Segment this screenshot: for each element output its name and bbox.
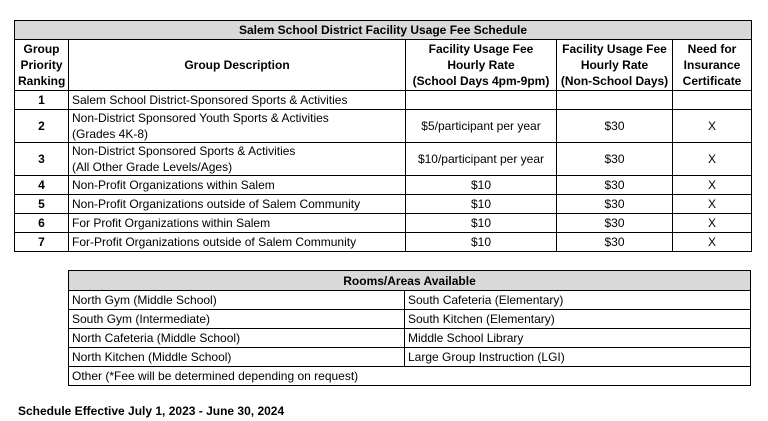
room-other-cell: Other (*Fee will be determined depending on request) [69, 367, 751, 386]
header-insurance-certificate: Need for Insurance Certificate [673, 40, 752, 91]
school-rate-cell [406, 91, 557, 110]
description-cell: For Profit Organizations within Salem [69, 214, 406, 233]
school-rate-cell: $10 [406, 214, 557, 233]
description-cell: Non-Profit Organizations within Salem [69, 176, 406, 195]
school-rate-cell: $10/participant per year [406, 143, 557, 176]
rank-cell: 3 [15, 143, 69, 176]
room-row [69, 329, 751, 348]
rank-cell: 5 [15, 195, 69, 214]
table-row [15, 195, 752, 214]
insurance-cell: X [673, 195, 752, 214]
non-school-rate-cell: $30 [557, 214, 673, 233]
description-cell: For-Profit Organizations outside of Salem Community [69, 233, 406, 252]
rank-cell: 7 [15, 233, 69, 252]
room-row [69, 367, 751, 386]
header-non-school-days-rate: Facility Usage Fee Hourly Rate (Non-School Days) [557, 40, 673, 91]
fee-schedule-table [14, 20, 752, 252]
non-school-rate-cell: $30 [557, 143, 673, 176]
rank-cell: 6 [15, 214, 69, 233]
room-row [69, 348, 751, 367]
insurance-cell: X [673, 233, 752, 252]
room-cell: South Cafeteria (Elementary) [405, 291, 751, 310]
room-cell: South Kitchen (Elementary) [405, 310, 751, 329]
room-cell: Large Group Instruction (LGI) [405, 348, 751, 367]
description-cell: Non-District Sponsored Sports & Activities (All Other Grade Levels/Ages) [69, 143, 406, 176]
school-rate-cell: $10 [406, 233, 557, 252]
header-group-priority-ranking: Group Priority Ranking [15, 40, 69, 91]
header-school-days-rate: Facility Usage Fee Hourly Rate (School Days 4pm-9pm) [406, 40, 557, 91]
table-row [15, 110, 752, 143]
table-row [15, 143, 752, 176]
non-school-rate-cell: $30 [557, 195, 673, 214]
insurance-cell: X [673, 110, 752, 143]
table-row [15, 214, 752, 233]
school-rate-cell: $10 [406, 176, 557, 195]
insurance-cell [673, 91, 752, 110]
insurance-cell: X [673, 143, 752, 176]
rank-cell: 4 [15, 176, 69, 195]
room-row [69, 310, 751, 329]
school-rate-cell: $10 [406, 195, 557, 214]
room-cell: North Cafeteria (Middle School) [69, 329, 405, 348]
rank-cell: 1 [15, 91, 69, 110]
description-cell: Salem School District-Sponsored Sports & Activities [69, 91, 406, 110]
non-school-rate-cell [557, 91, 673, 110]
school-rate-cell: $5/participant per year [406, 110, 557, 143]
room-cell: Middle School Library [405, 329, 751, 348]
non-school-rate-cell: $30 [557, 110, 673, 143]
non-school-rate-cell: $30 [557, 233, 673, 252]
rooms-areas-table [68, 270, 751, 386]
room-cell: North Gym (Middle School) [69, 291, 405, 310]
fee-table-title: Salem School District Facility Usage Fee Schedule [15, 21, 752, 40]
description-cell: Non-District Sponsored Youth Sports & Activities (Grades 4K-8) [69, 110, 406, 143]
rooms-table-title: Rooms/Areas Available [69, 271, 751, 291]
room-cell: North Kitchen (Middle School) [69, 348, 405, 367]
room-row [69, 291, 751, 310]
room-cell: South Gym (Intermediate) [69, 310, 405, 329]
description-cell: Non-Profit Organizations outside of Salem Community [69, 195, 406, 214]
table-row [15, 233, 752, 252]
table-row [15, 176, 752, 195]
non-school-rate-cell: $30 [557, 176, 673, 195]
rank-cell: 2 [15, 110, 69, 143]
header-group-description: Group Description [69, 40, 406, 91]
insurance-cell: X [673, 176, 752, 195]
insurance-cell: X [673, 214, 752, 233]
table-row [15, 91, 752, 110]
schedule-effective-note: Schedule Effective July 1, 2023 - June 30, 2024 [18, 404, 285, 418]
